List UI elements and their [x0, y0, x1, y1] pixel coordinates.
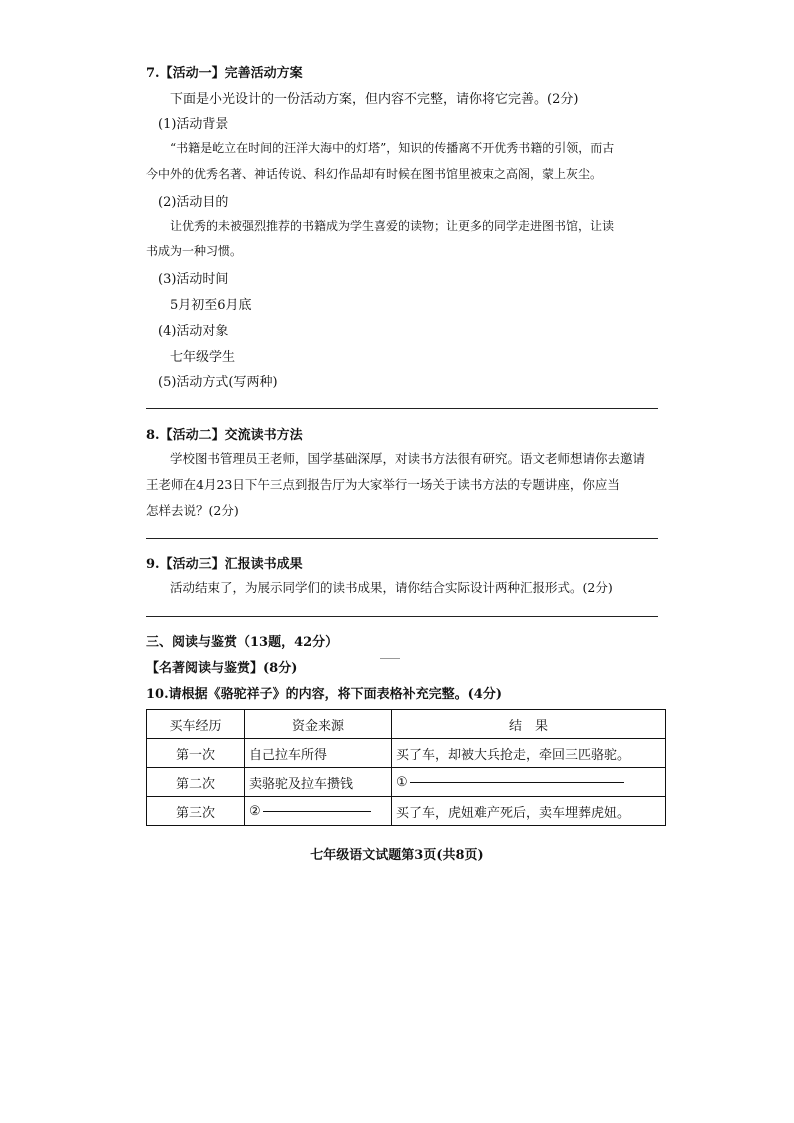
q7-section2-line2: 书成为一种习惯。	[146, 244, 243, 258]
table-row	[147, 797, 666, 826]
q7-section1-line1: “书籍是屹立在时间的汪洋大海中的灯塔”，知识的传播离不开优秀书籍的引领，而古	[170, 141, 615, 155]
row3-funding-blank[interactable]	[263, 811, 371, 812]
q8-line2: 王老师在4月23日下午三点到报告厅为大家举行一场关于读书方法的专题讲座，你应当	[146, 477, 620, 492]
row1-purchase: 第一次	[147, 739, 245, 768]
row2-purchase: 第二次	[147, 768, 245, 797]
q7-section1-line2: 今中外的优秀名著、神话传说、科幻作品却有时候在图书馆里被束之高阁，蒙上灰尘。	[146, 167, 603, 181]
q9-line1: 活动结束了，为展示同学们的读书成果，请你结合实际设计两种汇报形式。(2分)	[170, 580, 613, 595]
page-footer: 七年级语文试题第3页(共8页)	[310, 848, 484, 863]
blank-marker-1: ①	[396, 774, 408, 790]
table-row	[147, 768, 666, 797]
header-purchase: 买车经历	[147, 710, 245, 739]
row1-funding: 自己拉车所得	[245, 739, 392, 768]
q8-line1: 学校图书管理员王老师，国学基础深厚，对读书方法很有研究。语文老师想请你去邀请	[170, 451, 646, 466]
row3-purchase: 第三次	[147, 797, 245, 826]
scan-dash-mark	[380, 658, 400, 659]
q10-table	[146, 709, 666, 826]
row2-result-cell	[392, 768, 666, 797]
q7-section2-title: (2)活动目的	[158, 195, 229, 210]
row3-result: 买了车，虎妞难产死后，卖车埋葬虎妞。	[392, 797, 666, 826]
row2-funding: 卖骆驼及拉车攒钱	[245, 768, 392, 797]
q7-answer-line[interactable]	[146, 408, 658, 409]
q8-line3: 怎样去说？(2分)	[146, 503, 239, 518]
table-row	[147, 739, 666, 768]
q7-section1-title: (1)活动背景	[158, 117, 229, 132]
q9-answer-line[interactable]	[146, 616, 658, 617]
header-result: 结 果	[392, 710, 666, 739]
q9-heading: 9.【活动三】汇报读书成果	[146, 557, 303, 572]
q7-section5-title: (5)活动方式(写两种)	[158, 375, 278, 390]
row3-funding-cell	[245, 797, 392, 826]
blank-marker-2: ②	[249, 803, 261, 819]
q7-heading: 7.【活动一】完善活动方案	[146, 66, 303, 81]
row1-result: 买了车，却被大兵抢走，牵回三匹骆驼。	[392, 739, 666, 768]
table-header-row	[147, 710, 666, 739]
q7-section3-title: (3)活动时间	[158, 272, 229, 287]
q8-heading: 8.【活动二】交流读书方法	[146, 428, 303, 443]
header-funding: 资金来源	[245, 710, 392, 739]
section3-subheading: 【名著阅读与鉴赏】(8分)	[146, 661, 298, 676]
q7-section4-value: 七年级学生	[170, 350, 236, 365]
q7-intro: 下面是小光设计的一份活动方案，但内容不完整，请你将它完善。(2分)	[170, 92, 579, 107]
q7-section2-line1: 让优秀的未被强烈推荐的书籍成为学生喜爱的读物；让更多的同学走进图书馆，让读	[170, 219, 615, 233]
section3-heading: 三、阅读与鉴赏（13题，42分）	[146, 635, 339, 650]
q7-section4-title: (4)活动对象	[158, 324, 229, 339]
q8-answer-line[interactable]	[146, 538, 658, 539]
q7-section3-value: 5月初至6月底	[170, 298, 252, 313]
row2-result-blank[interactable]	[410, 782, 624, 783]
q10-heading: 10.请根据《骆驼祥子》的内容，将下面表格补充完整。(4分)	[146, 687, 502, 702]
